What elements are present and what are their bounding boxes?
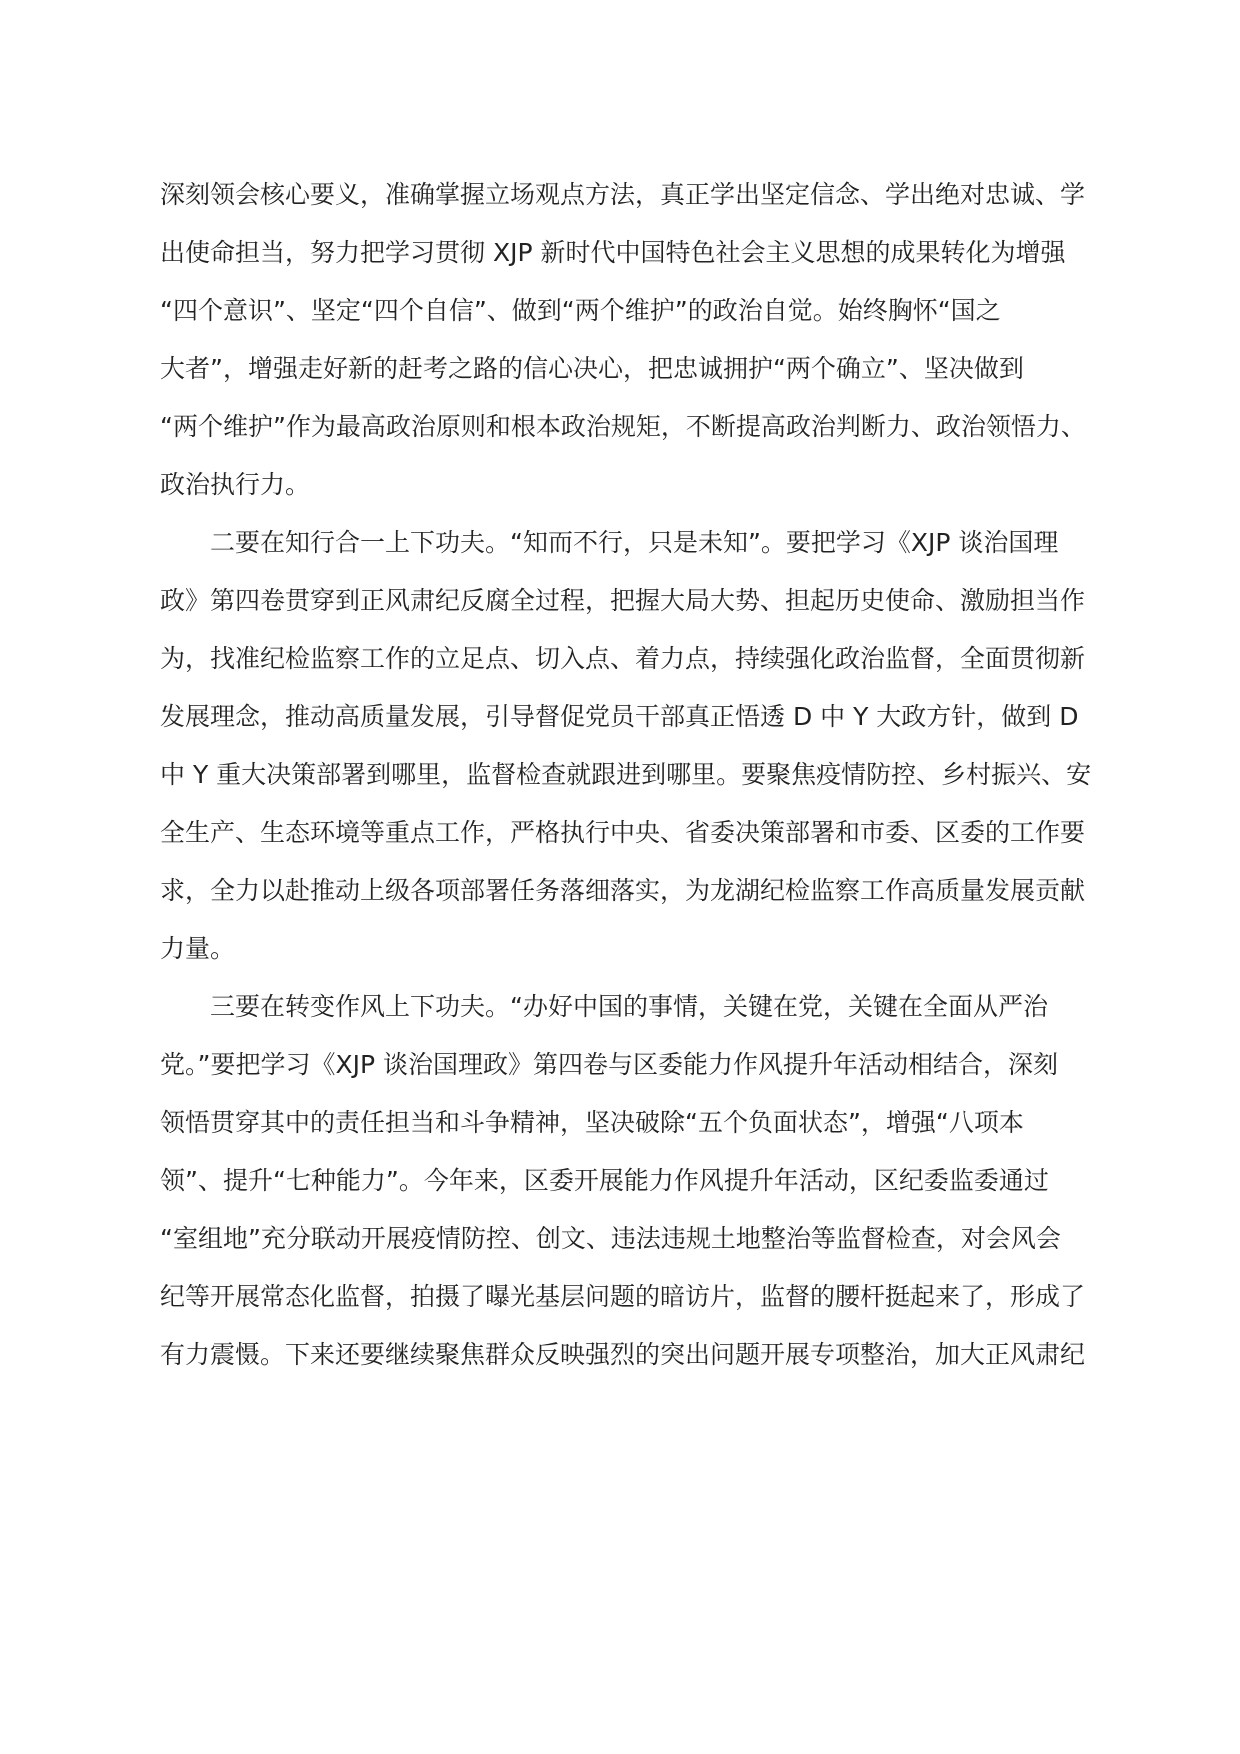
text-line: 中 Y 重大决策部署到哪里，监督检查就跟进到哪里。要聚焦疫情防控、乡村振兴、安 <box>160 760 1092 789</box>
text-line: 政治执行力。 <box>160 470 311 499</box>
text-line: “室组地”充分联动开展疫情防控、创文、违法违规土地整治等监督检查，对会风会 <box>160 1224 1061 1253</box>
text-line: 深刻领会核心要义，准确掌握立场观点方法，真正学出坚定信念、学出绝对忠诚、学 <box>160 180 1086 209</box>
text-line: 有力震慑。下来还要继续聚焦群众反映强烈的突出问题开展专项整治，加大正风肃纪 <box>160 1340 1086 1369</box>
text-line: 领悟贯穿其中的责任担当和斗争精神，坚决破除“五个负面状态”，增强“八项本 <box>160 1108 1024 1137</box>
text-line: “四个意识”、坚定“四个自信”、做到“两个维护”的政治自觉。始终胸怀“国之 <box>160 296 1001 325</box>
text-line: 为，找准纪检监察工作的立足点、切入点、着力点，持续强化政治监督，全面贯彻新 <box>160 644 1086 673</box>
text-line: “两个维护”作为最高政治原则和根本政治规矩，不断提高政治判断力、政治领悟力、 <box>160 412 1086 441</box>
text-line: 大者”，增强走好新的赶考之路的信心决心，把忠诚拥护“两个确立”、坚决做到 <box>160 354 1024 383</box>
text-line: 发展理念，推动高质量发展，引导督促党员干部真正悟透 D 中 Y 大政方针，做到 D <box>160 702 1079 731</box>
text-line: 党。”要把学习《XJP 谈治国理政》第四卷与区委能力作风提升年活动相结合，深刻 <box>160 1050 1058 1079</box>
paragraph-first-line: 三要在转变作风上下功夫。“办好中国的事情，关键在党，关键在全面从严治 <box>210 992 1048 1021</box>
text-line: 出使命担当，努力把学习贯彻 XJP 新时代中国特色社会主义思想的成果转化为增强 <box>160 238 1066 267</box>
paragraph-first-line: 二要在知行合一上下功夫。“知而不行，只是未知”。要把学习《XJP 谈治国理 <box>210 528 1059 557</box>
text-line: 全生产、生态环境等重点工作，严格执行中央、省委决策部署和市委、区委的工作要 <box>160 818 1086 847</box>
text-line: 领”、提升“七种能力”。今年来，区委开展能力作风提升年活动，区纪委监委通过 <box>160 1166 1049 1195</box>
text-line: 求，全力以赴推动上级各项部署任务落细落实，为龙湖纪检监察工作高质量发展贡献 <box>160 876 1086 905</box>
text-line: 纪等开展常态化监督，拍摄了曝光基层问题的暗访片，监督的腰杆挺起来了，形成了 <box>160 1282 1086 1311</box>
text-line: 力量。 <box>160 934 236 963</box>
text-line: 政》第四卷贯穿到正风肃纪反腐全过程，把握大局大势、担起历史使命、激励担当作 <box>160 586 1086 615</box>
